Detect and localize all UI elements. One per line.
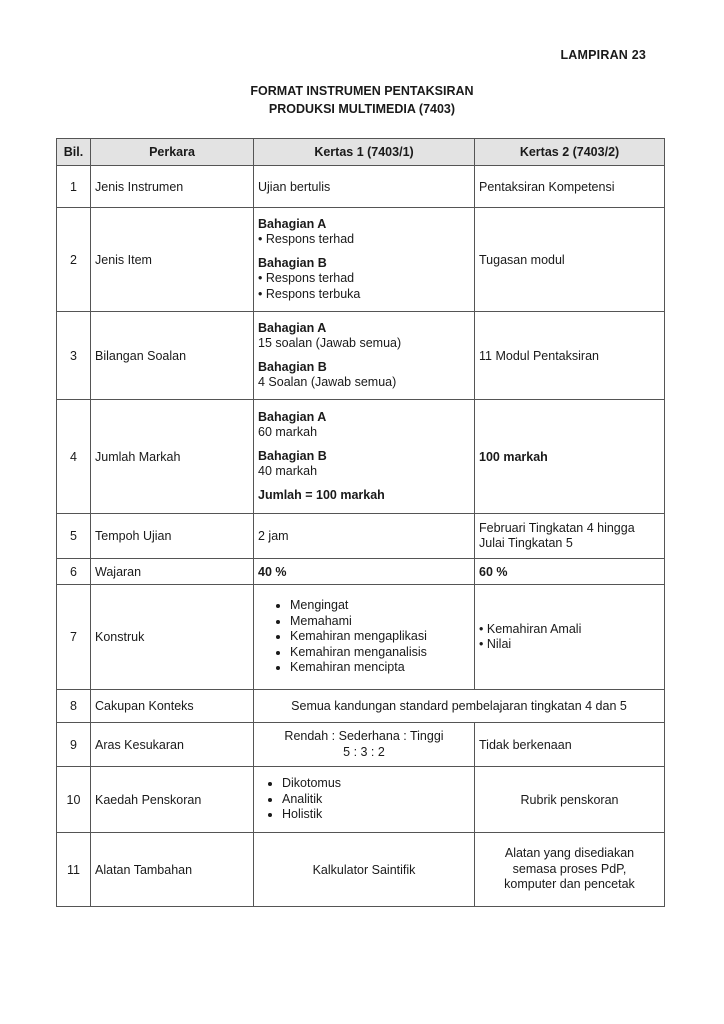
- row-number: 7: [57, 585, 91, 690]
- row-item: Bilangan Soalan: [91, 312, 254, 400]
- row-number: 4: [57, 400, 91, 514]
- section-b-text: 4 Soalan (Jawab semua): [258, 375, 397, 389]
- table-row: [57, 690, 665, 723]
- row-item: Kaedah Penskoran: [91, 767, 254, 833]
- row-item: Jumlah Markah: [91, 400, 254, 514]
- row-number: 2: [57, 208, 91, 312]
- section-b-title: Bahagian B: [258, 359, 327, 374]
- list-item: • Kemahiran mengaplikasi: [290, 629, 470, 645]
- section-a-text: 15 soalan (Jawab semua): [258, 336, 402, 350]
- kertas-2-cell: Alatan yang disediakan semasa proses PdP, komputer dan pencetak: [475, 833, 665, 907]
- section-a-title: Bahagian A: [258, 320, 327, 335]
- header-bil: Bil.: [57, 139, 91, 166]
- scoring-list: [258, 776, 470, 823]
- list-item: • Mengingat: [290, 598, 470, 614]
- row-item: Konstruk: [91, 585, 254, 690]
- row-item: Tempoh Ujian: [91, 514, 254, 559]
- row-item: Aras Kesukaran: [91, 723, 254, 767]
- row-number: 11: [57, 833, 91, 907]
- header-kertas-2: Kertas 2 (7403/2): [475, 139, 665, 166]
- list-item: • Kemahiran Amali: [479, 622, 660, 638]
- kertas-2-cell: [475, 585, 665, 690]
- total-marks: Jumlah = 100 markah: [258, 487, 385, 502]
- kertas-1-cell: [254, 400, 475, 514]
- section-b-title: Bahagian B: [258, 255, 327, 270]
- kertas-2-cell: Tugasan modul: [475, 208, 665, 312]
- kertas-2-cell: Pentaksiran Kompetensi: [475, 166, 665, 208]
- kertas-2-cell: 11 Modul Pentaksiran: [475, 312, 665, 400]
- header-perkara: Perkara: [91, 139, 254, 166]
- section-b-text: 40 markah: [258, 464, 318, 479]
- row-item: Cakupan Konteks: [91, 690, 254, 723]
- row-number: 10: [57, 767, 91, 833]
- construct-list: [258, 598, 470, 676]
- document-title: FORMAT INSTRUMEN PENTAKSIRAN: [250, 84, 474, 98]
- table-row: [57, 559, 665, 585]
- document-subtitle: PRODUKSI MULTIMEDIA (7403): [268, 102, 456, 116]
- row-number: 3: [57, 312, 91, 400]
- list-item: • Nilai: [479, 637, 660, 653]
- assessment-format-table: [56, 138, 665, 907]
- kertas-2-cell: 100 markah: [475, 400, 665, 514]
- kertas-1-cell: [254, 312, 475, 400]
- list-item: • Respons terhad: [258, 271, 470, 287]
- kertas-2-cell: 60 %: [475, 559, 665, 585]
- section-a-text: 60 markah: [258, 425, 318, 440]
- kertas-1-cell: [254, 208, 475, 312]
- kertas-1-cell: 2 jam: [254, 514, 475, 559]
- list-item: • Holistik: [282, 807, 470, 823]
- section-b-title: Bahagian B: [258, 448, 327, 463]
- kertas-1-cell: 40 %: [254, 559, 475, 585]
- table-row: [57, 585, 665, 690]
- kertas-1-cell: Kalkulator Saintifik: [254, 833, 475, 907]
- list-item: • Respons terhad: [258, 232, 470, 248]
- table-row: [57, 312, 665, 400]
- kertas-2-cell: Februari Tingkatan 4 hingga Julai Tingkatan 5: [475, 514, 665, 559]
- table-row: [57, 767, 665, 833]
- row-item: Jenis Instrumen: [91, 166, 254, 208]
- kertas-2-cell: Rubrik penskoran: [475, 767, 665, 833]
- table-row: [57, 514, 665, 559]
- kertas-1-cell: Rendah : Sederhana : Tinggi 5 : 3 : 2: [254, 723, 475, 767]
- table-row: [57, 400, 665, 514]
- kertas-1-cell: [254, 585, 475, 690]
- list-item: • Kemahiran menganalisis: [290, 645, 470, 661]
- list-item: • Respons terbuka: [258, 287, 470, 303]
- list-item: • Dikotomus: [282, 776, 470, 792]
- section-a-title: Bahagian A: [258, 216, 327, 231]
- table-row: [57, 723, 665, 767]
- row-item: Alatan Tambahan: [91, 833, 254, 907]
- table-row: [57, 166, 665, 208]
- list-item: • Memahami: [290, 614, 470, 630]
- row-number: 9: [57, 723, 91, 767]
- list-item: • Kemahiran mencipta: [290, 660, 470, 676]
- kertas-2-cell: Tidak berkenaan: [475, 723, 665, 767]
- table-row: [57, 208, 665, 312]
- row-item: Wajaran: [91, 559, 254, 585]
- section-a-title: Bahagian A: [258, 409, 327, 424]
- kertas-1-cell: Ujian bertulis: [254, 166, 475, 208]
- row-number: 6: [57, 559, 91, 585]
- row-number: 8: [57, 690, 91, 723]
- row-number: 1: [57, 166, 91, 208]
- header-kertas-1: Kertas 1 (7403/1): [254, 139, 475, 166]
- appendix-label: LAMPIRAN 23: [560, 48, 646, 62]
- merged-cell: Semua kandungan standard pembelajaran tingkatan 4 dan 5: [254, 690, 665, 723]
- row-item: Jenis Item: [91, 208, 254, 312]
- table-row: [57, 833, 665, 907]
- row-number: 5: [57, 514, 91, 559]
- list-item: • Analitik: [282, 792, 470, 808]
- table-header-row: [57, 139, 665, 166]
- kertas-1-cell: [254, 767, 475, 833]
